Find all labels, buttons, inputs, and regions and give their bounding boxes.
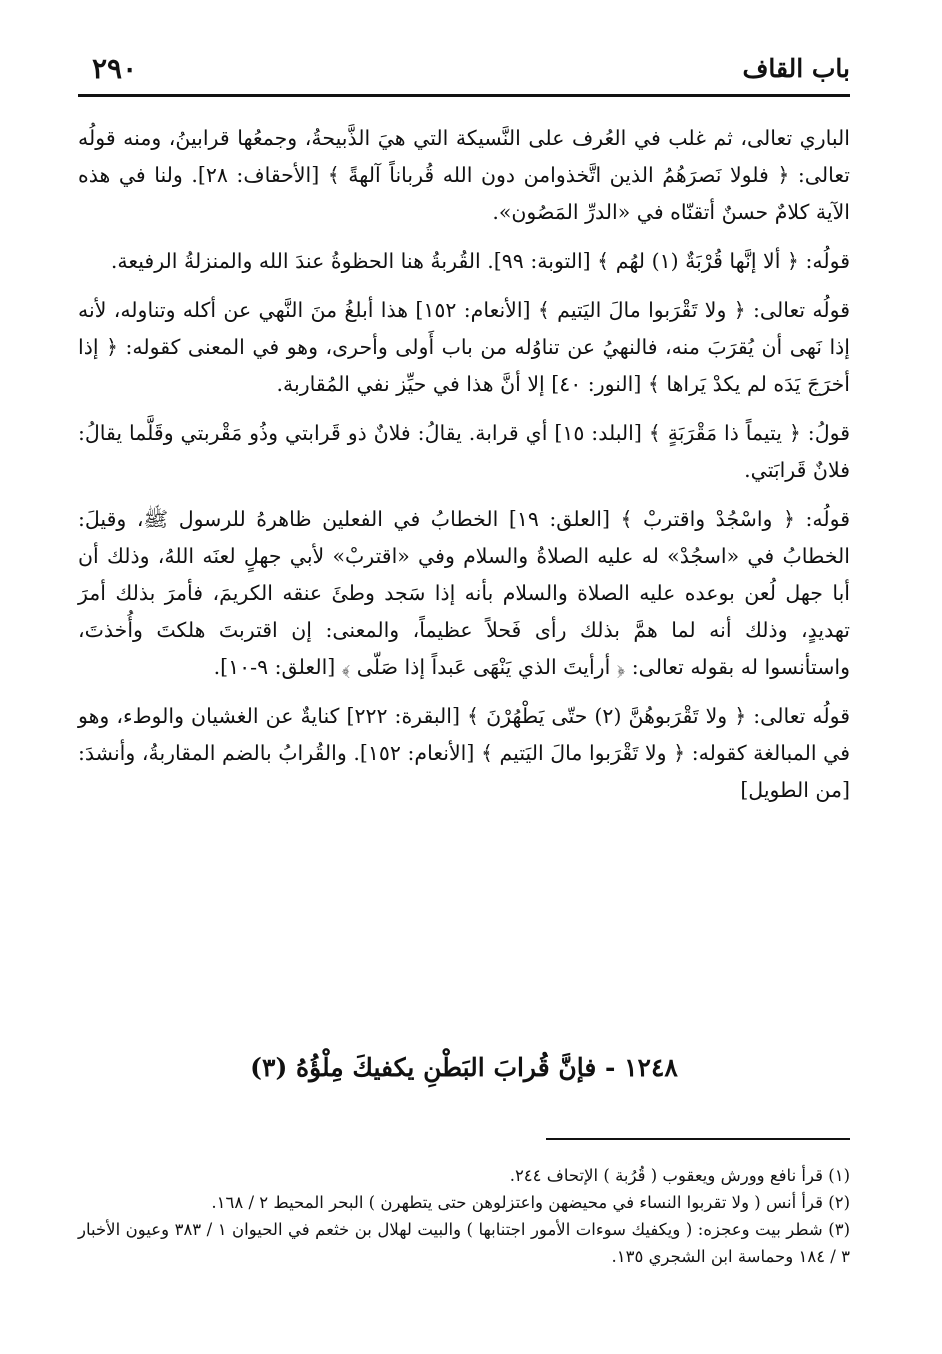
- paragraph: قولُه تعالى: ﴿ ولا تَقْرَبوهُنَّ (٢) حتّى يَطْهُرْنَ ﴾ [البقرة: ٢٢٢] كنايةٌ عن الغشيان والوطء، وهو في المبالغة كقوله: ﴿ ولا تَقْرَبوا مالَ اليَتيم ﴾ [الأنعام: ١٥٢]. والقُرابُ بالضم المقاربةُ، وأنشدَ: [من الطويل]: [78, 704, 851, 802]
- footnote: (٢) قرأ أنس ( ولا تقربوا النساء في محيضهن واعتزلوهن حتى يتطهرن ) البحر المحيط ٢ / ١٦٨.: [211, 1193, 850, 1212]
- paragraph: قولُ: ﴿ يتيماً ذا مَقْرَبَةٍ ﴾ [البلد: ١٥] أي قرابة. يقالُ: فلانٌ ذو قَرابتي وذُو مَقْربتي وقَلَّما يقالُ: فلانٌ قَرابَتي.: [78, 421, 850, 482]
- footnote: (١) قرأ نافع وورش ويعقوب ( قُرُبة ) الإتحاف ٢٤٤.: [509, 1166, 850, 1185]
- footnote-separator: [546, 1138, 850, 1140]
- main-text: [78, 120, 850, 821]
- poetry-verse: ١٢٤٨ - فإنَّ قُرابَ البَطْنِ يكفيكَ مِلْؤُهُ (٣): [250, 1053, 678, 1082]
- paragraph: الباري تعالى، ثم غلب في العُرف على النَّسيكة التي هيَ الذَّبيحةُ، وجمعُها قرابينُ، ومنه قولُه تعالى: ﴿ فلولا نَصرَهُمُ الذين اتَّخذوامن دون الله قُرباناً آلهةً ﴾ [الأحقاف: ٢٨]. ولنا في هذه الآية كلامٌ حسنٌ أتقنّاه في «الدرِّ المَصُون».: [78, 126, 850, 224]
- paragraph: قولُه: ﴿ واسْجُدْ واقتربْ ﴾ [العلق: ١٩] الخطابُ في الفعلين ظاهرهُ للرسول ﷺ، وقيلَ: الخطابُ في «اسجُدْ» له عليه الصلاةُ والسلام وفي «اقتربْ» لأبي جهلٍ لعنَه اللهُ، وذلك أن أبا جهل لُعن بوعده عليه الصلاة والسلام بأنه إذا سَجد وطئَ عنقه الكريمَ، فأمرَ بذلك أمرَ تهديدٍ، وذلك أنه لما همَّ بذلك رأى فَحلاً عظيماً، والمعنى: إن اقتربتَ هلكتَ وأُخذتَ، واستأنسوا له بقوله تعالى: ﴿ أرأيتَ الذي يَنْهَى عَبداً إذا صَلّى ﴾ [العلق: ٩-١٠].: [78, 507, 850, 679]
- paragraph: قولُه تعالى: ﴿ ولا تَقْرَبوا مالَ اليَتيم ﴾ [الأنعام: ١٥٢] هذا أبلغُ منَ النَّهي عن أكله وتناوله، لأنه إذا نَهى أن يُقرَبَ منه، فالنهيُ عن تناوُله من باب أَولى وأحرى، وهو في المعنى كقوله: ﴿ إذا أخرَجَ يَدَه لم يكدْ يَراها ﴾ [النور: ٤٠] إلا أنَّ هذا في حيِّز نفي المُقاربة.: [78, 298, 850, 396]
- chapter-title: باب القاف: [742, 54, 850, 83]
- footnotes: [78, 1162, 850, 1270]
- footnote: (٣) شطر بيت وعجزه: ( ويكفيك سوءات الأمور اجتنابها ) والبيت لهلال بن خثعم في الحيوان ١ / ٣٨٣ وعيون الأخبار ٣ / ١٨٤ وحماسة ابن الشجري ١٣٥.: [78, 1220, 850, 1266]
- running-header: [78, 50, 850, 97]
- page-number: ٢٩٠: [92, 52, 138, 85]
- paragraph: قولُه: ﴿ ألا إنَّها قُرْبَةٌ (١) لهُم ﴾ [التوبة: ٩٩]. القُربةُ هنا الحظوةُ عندَ الله والمنزلةُ الرفيعة.: [110, 249, 850, 273]
